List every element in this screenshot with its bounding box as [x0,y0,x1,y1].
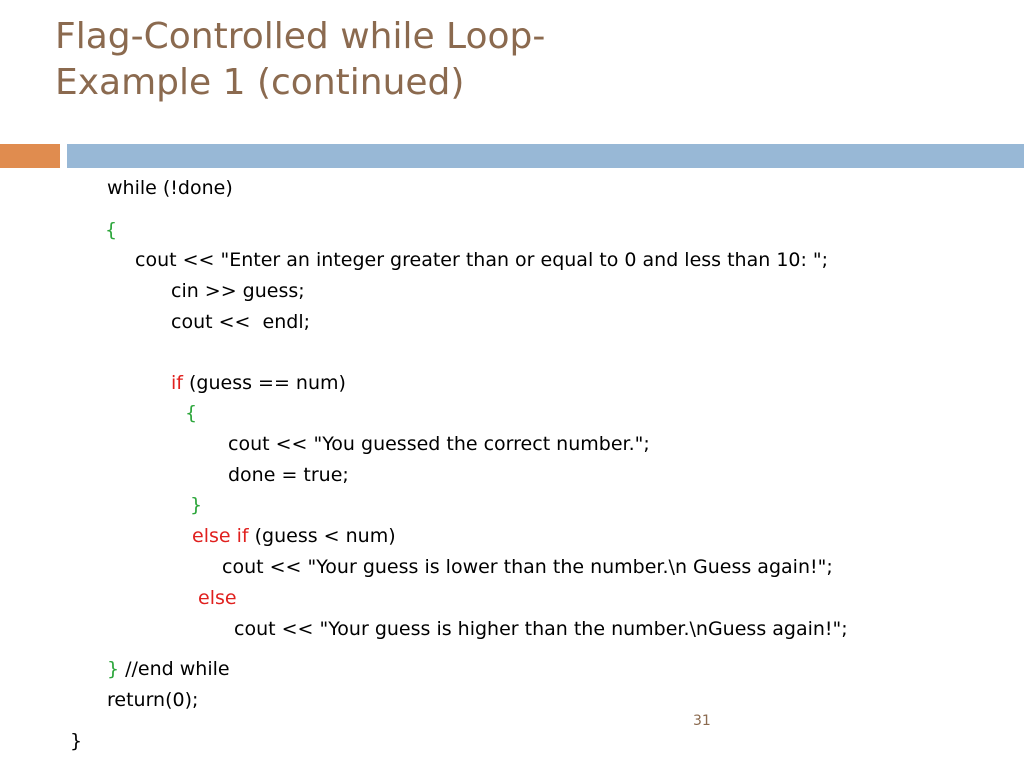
if-condition: (guess == num) [182,372,346,394]
keyword-if: if [171,372,183,394]
slide-title-line-1: Flag-Controlled while Loop- [55,16,546,57]
code-line-end-while [107,658,230,680]
page-number: 31 [693,713,711,729]
code-line-if [171,372,346,394]
code-line-done-true: done = true; [228,464,349,486]
accent-bar-orange [0,144,60,168]
code-close-brace: } [107,658,120,680]
code-open-brace: { [105,219,118,241]
code-if-close-brace: } [190,494,203,516]
code-line-cout-prompt: cout << "Enter an integer greater than or equal to 0 and less than 10: "; [135,249,829,271]
accent-bar-blue [67,144,1024,168]
code-line-cout-correct: cout << "You guessed the correct number."; [228,433,650,455]
else-if-condition: (guess < num) [248,525,396,547]
code-if-open-brace: { [185,402,198,424]
code-line-while: while (!done) [107,177,233,199]
end-while-comment: //end while [119,658,230,680]
code-line-cout-endl: cout << endl; [171,311,310,333]
code-line-cout-higher: cout << "Your guess is higher than the number.\nGuess again!"; [234,618,848,640]
code-line-cout-lower: cout << "Your guess is lower than the number.\n Guess again!"; [222,556,833,578]
keyword-else: else [198,587,237,609]
keyword-else-if: else if [192,525,249,547]
slide-title [55,14,545,106]
code-line-else-if [192,525,396,547]
code-line-return: return(0); [107,689,199,711]
code-main-close-brace: } [70,730,83,752]
code-line-cin: cin >> guess; [171,280,305,302]
slide-title-line-2: Example 1 (continued) [55,62,465,103]
